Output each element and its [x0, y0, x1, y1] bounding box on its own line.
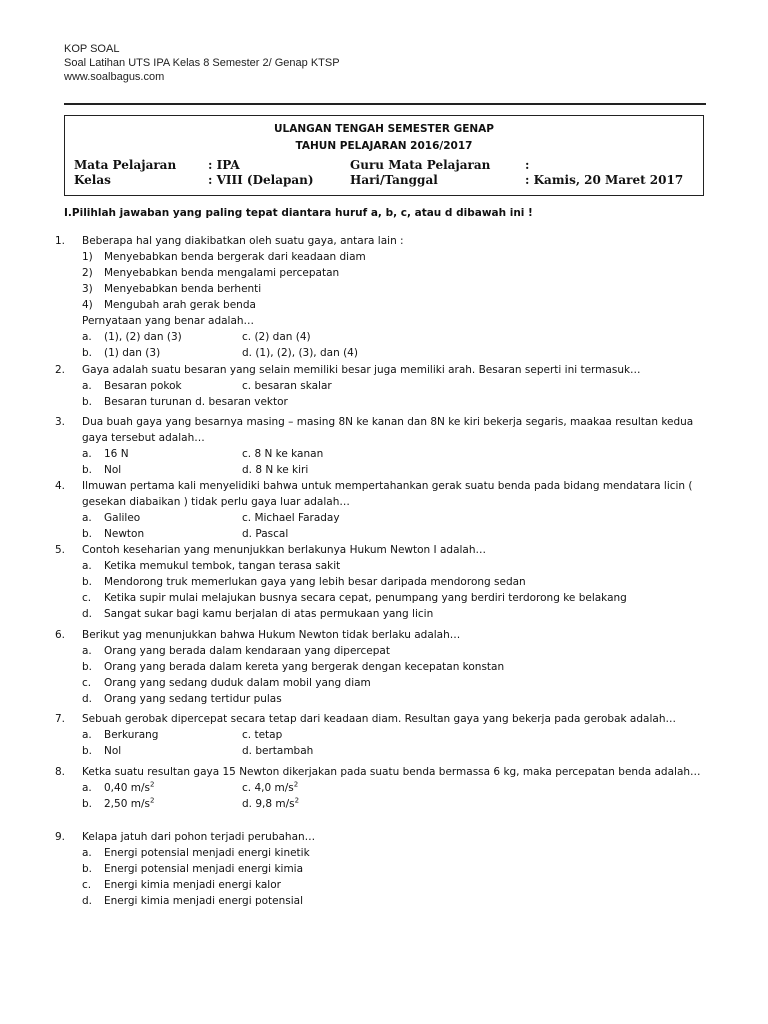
question-number: 2.: [55, 364, 66, 376]
exam-title: ULANGAN TENGAH SEMESTER GENAP: [273, 123, 495, 135]
option-row: a. (1), (2) dan (3) c. (2) dan (4): [82, 331, 311, 343]
question-number: 8.: [55, 766, 66, 778]
question-6: [55, 627, 715, 707]
option-row: d. Sangat sukar bagi kamu berjalan di atas permukaan yang licin: [82, 608, 434, 620]
option-a: (1), (2) dan (3): [104, 331, 182, 343]
option-a: Orang yang berada dalam kendaraan yang dipercepat: [104, 645, 390, 657]
option-d: Energi kimia menjadi energi potensial: [104, 895, 304, 907]
question-number: 9.: [55, 831, 66, 843]
statement-item: 3) Menyebabkan benda berhenti: [82, 283, 262, 295]
option-row: a. Energi potensial menjadi energi kinetik: [82, 847, 310, 859]
option-row: b. Nol d. 8 N ke kiri: [82, 464, 309, 476]
question-number: 6.: [55, 629, 66, 641]
option-c: c. tetap: [242, 729, 283, 741]
subject-value: : IPA: [208, 158, 240, 172]
option-a: Besaran pokok: [104, 380, 182, 392]
question-stem: Beberapa hal yang diakibatkan oleh suatu gaya, antara lain :: [82, 235, 404, 247]
question-2: [55, 362, 715, 410]
question-7: [55, 711, 715, 759]
option-a: 0,40 $m/s^2$: [104, 780, 155, 794]
subject-label: Mata Pelajaran: [74, 158, 177, 172]
option-row: b. Newton d. Pascal: [82, 528, 289, 540]
question-3: [55, 414, 715, 478]
statement-item: 2) Menyebabkan benda mengalami percepatan: [82, 267, 340, 279]
option-c: c. 8 N ke kanan: [242, 448, 324, 460]
statement-item: 1) Menyebabkan benda bergerak dari keadaan diam: [82, 251, 366, 263]
option-row: b. Mendorong truk memerlukan gaya yang lebih besar daripada mendorong sedan: [82, 576, 526, 588]
option-row: b. Orang yang berada dalam kereta yang bergerak dengan kecepatan konstan: [82, 661, 505, 673]
option-d: d. 9,8 $m/s^2$: [242, 796, 300, 810]
option-row: a. Berkurang c. tetap: [82, 729, 283, 741]
question-4: [55, 478, 715, 542]
question-stem: Dua buah gaya yang besarnya masing – masing 8N ke kanan dan 8N ke kiri bekerja segaris, maakaa resultan kedua gaya tersebut adalah…: [82, 416, 694, 444]
letterhead-line-2: Soal Latihan UTS IPA Kelas 8 Semester 2/ Genap KTSP: [64, 57, 340, 69]
option-row: b. (1) dan (3) d. (1), (2), (3), dan (4): [82, 347, 358, 359]
teacher-label: Guru Mata Pelajaran: [350, 158, 491, 172]
exam-header-box: [64, 115, 704, 196]
option-b: Nol: [104, 745, 122, 757]
question-8: [55, 764, 715, 812]
header-divider: [64, 103, 706, 105]
question-number: 1.: [55, 235, 66, 247]
letterhead-website: www.soalbagus.com: [64, 71, 165, 83]
class-value: : VIII (Delapan): [208, 173, 314, 187]
option-b: (1) dan (3): [104, 347, 161, 359]
option-c: c. Michael Faraday: [242, 512, 340, 524]
option-row: a. Orang yang berada dalam kendaraan yang dipercepat: [82, 645, 390, 657]
date-label: Hari/Tanggal: [350, 173, 438, 187]
question-number: 4.: [55, 480, 66, 492]
option-c: Energi kimia menjadi energi kalor: [104, 879, 281, 891]
question-number: 5.: [55, 544, 66, 556]
option-row: a. 16 N c. 8 N ke kanan: [82, 448, 324, 460]
option-row: a. 0,40 $m/s^2$ c. 4,0 $m/s^2$: [82, 780, 299, 794]
question-stem: Gaya adalah suatu besaran yang selain memiliki besar juga memiliki arah. Besaran seperti ini termasuk…: [82, 364, 641, 376]
option-c: c. (2) dan (4): [242, 331, 311, 343]
option-d: d. bertambah: [242, 745, 314, 757]
option-d: Sangat sukar bagi kamu berjalan di atas permukaan yang licin: [104, 608, 434, 620]
question-9: [55, 829, 715, 909]
question-stem: Contoh keseharian yang menunjukkan berlakunya Hukum Newton I adalah…: [82, 544, 487, 556]
option-c: c. 4,0 $m/s^2$: [242, 780, 299, 794]
option-row: b. 2,50 $m/s^2$ d. 9,8 $m/s^2$: [82, 796, 300, 810]
option-a: Energi potensial menjadi energi kinetik: [104, 847, 310, 859]
option-a: Berkurang: [104, 729, 159, 741]
option-b: Newton: [104, 528, 145, 540]
question-number: 3.: [55, 416, 66, 428]
question-stem: Berikut yag menunjukkan bahwa Hukum Newton tidak berlaku adalah…: [82, 629, 461, 641]
section-instruction: I.Pilihlah jawaban yang paling tepat diantara huruf a, b, c, atau d dibawah ini !: [64, 207, 533, 219]
option-b: Nol: [104, 464, 122, 476]
option-a: 16 N: [104, 448, 129, 460]
letterhead-line-1: KOP SOAL: [64, 43, 120, 55]
option-row: c. Ketika supir mulai melajukan busnya secara cepat, penumpang yang berdiri terdorong ke belakang: [82, 592, 627, 604]
option-b: Besaran turunan d. besaran vektor: [104, 396, 288, 408]
option-row: b. Nol d. bertambah: [82, 745, 314, 757]
class-label: Kelas: [74, 173, 111, 187]
option-b: Orang yang berada dalam kereta yang bergerak dengan kecepatan konstan: [104, 661, 505, 673]
option-c: Orang yang sedang duduk dalam mobil yang diam: [104, 677, 371, 689]
option-row: c. Energi kimia menjadi energi kalor: [82, 879, 281, 891]
option-b: 2,50 $m/s^2$: [104, 796, 155, 810]
exam-year: TAHUN PELAJARAN 2016/2017: [295, 140, 473, 152]
option-b: Energi potensial menjadi energi kimia: [104, 863, 304, 875]
question-stem: Sebuah gerobak dipercepat secara tetap dari keadaan diam. Resultan gaya yang bekerja pada gerobak adalah…: [82, 713, 676, 725]
option-a: Ketika memukul tembok, tangan terasa sakit: [104, 560, 341, 572]
question-number: 7.: [55, 713, 66, 725]
date-value: : Kamis, 20 Maret 2017: [525, 173, 684, 187]
option-row: b. Besaran turunan d. besaran vektor: [82, 396, 288, 408]
option-row: d. Energi kimia menjadi energi potensial: [82, 895, 304, 907]
option-a: Galileo: [104, 512, 141, 524]
option-d: d. (1), (2), (3), dan (4): [242, 347, 358, 359]
option-c: c. besaran skalar: [242, 380, 332, 392]
option-b: Mendorong truk memerlukan gaya yang lebih besar daripada mendorong sedan: [104, 576, 526, 588]
letterhead: [64, 42, 340, 84]
option-d: Orang yang sedang tertidur pulas: [104, 693, 282, 705]
option-row: a. Galileo c. Michael Faraday: [82, 512, 340, 524]
option-row: b. Energi potensial menjadi energi kimia: [82, 863, 304, 875]
question-stem: Ilmuwan pertama kali menyelidiki bahwa untuk mempertahankan gerak suatu benda pada bidang mendatara licin ( gesekan diabaikan ) tidak perlu gaya luar adalah…: [82, 480, 693, 508]
option-row: c. Orang yang sedang duduk dalam mobil yang diam: [82, 677, 371, 689]
question-1: [55, 233, 715, 361]
option-row: d. Orang yang sedang tertidur pulas: [82, 693, 282, 705]
option-c: Ketika supir mulai melajukan busnya secara cepat, penumpang yang berdiri terdorong ke belakang: [104, 592, 627, 604]
option-row: a. Ketika memukul tembok, tangan terasa sakit: [82, 560, 341, 572]
question-prompt: Pernyataan yang benar adalah…: [82, 315, 255, 327]
question-stem: Kelapa jatuh dari pohon terjadi perubahan…: [82, 831, 316, 843]
option-d: d. Pascal: [242, 528, 289, 540]
option-row: a. Besaran pokok c. besaran skalar: [82, 380, 332, 392]
option-d: d. 8 N ke kiri: [242, 464, 309, 476]
question-stem: Ketka suatu resultan gaya 15 Newton dikerjakan pada suatu benda bermassa 6 kg, maka percepatan benda adalah…: [82, 766, 701, 778]
teacher-value: :: [525, 158, 530, 172]
statement-item: 4) Mengubah arah gerak benda: [82, 299, 256, 311]
question-5: [55, 542, 715, 622]
